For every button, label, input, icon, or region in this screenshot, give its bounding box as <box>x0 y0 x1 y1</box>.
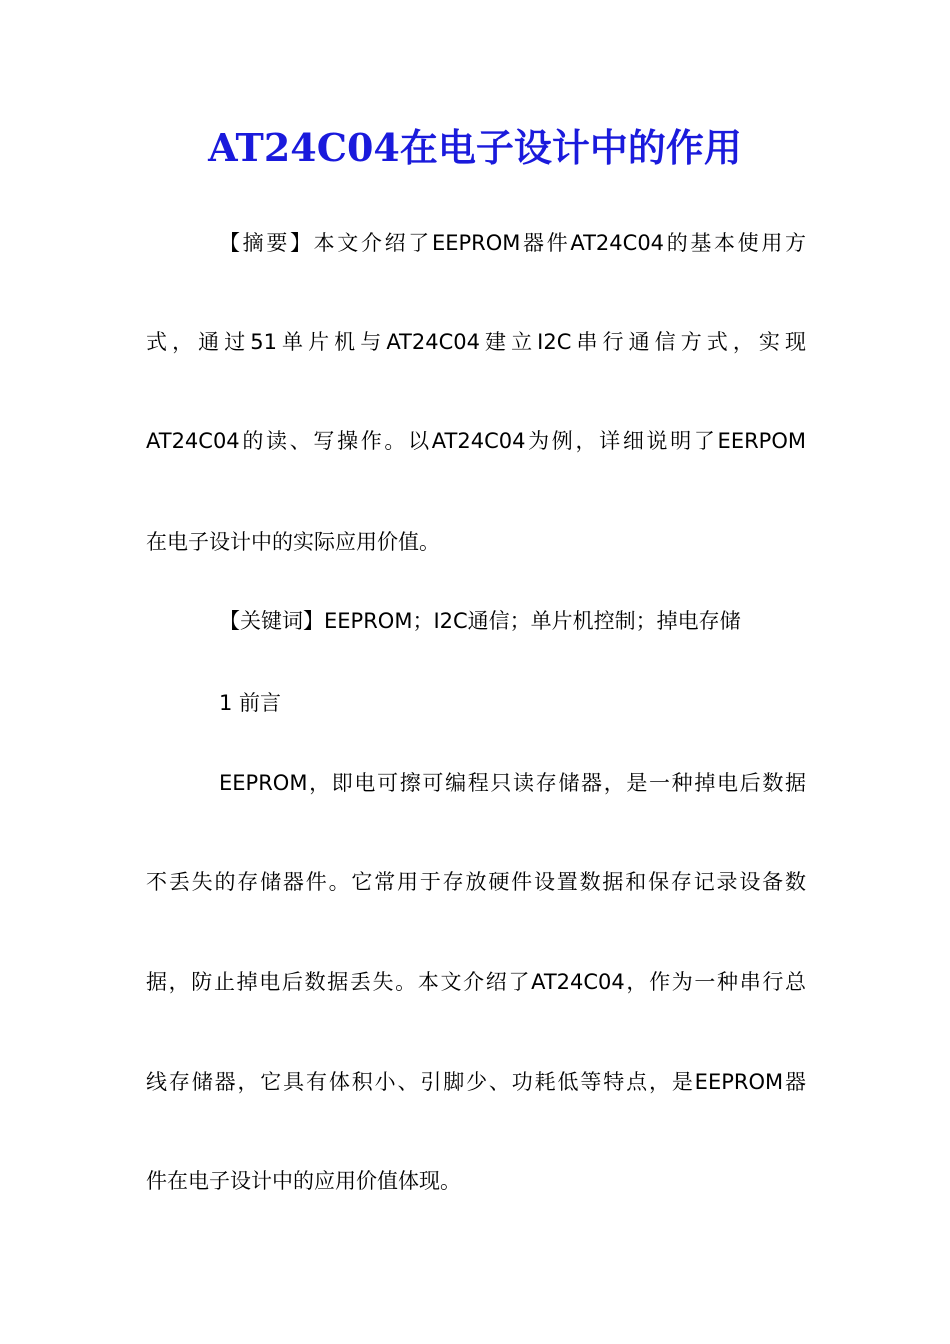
intro-paragraph-line-1-block <box>146 768 806 798</box>
abstract-paragraph <box>146 228 806 258</box>
document-title: AT24C04在电子设计中的作用 <box>208 125 742 170</box>
abstract-paragraph-line-4 <box>146 527 806 557</box>
intro-paragraph-line-3-block <box>146 967 806 997</box>
intro-line-4: 线存储器，它具有体积小、引脚少、功耗低等特点，是EEPROM器 <box>146 1070 806 1094</box>
intro-line-5: 件在电子设计中的应用价值体现。 <box>146 1169 461 1193</box>
abstract-paragraph-line-3 <box>146 426 806 456</box>
intro-line-2: 不丢失的存储器件。它常用于存放硬件设置数据和保存记录设备数 <box>146 870 806 894</box>
intro-paragraph-line-4-block <box>146 1067 806 1097</box>
section-heading-block <box>146 688 806 718</box>
abstract-line-4: 在电子设计中的实际应用价值。 <box>146 530 440 554</box>
intro-paragraph-line-5-block <box>146 1166 806 1196</box>
abstract-line-1: 【摘要】本文介绍了EEPROM器件AT24C04的基本使用方 <box>219 231 806 255</box>
intro-line-3: 据，防止掉电后数据丢失。本文介绍了AT24C04，作为一种串行总 <box>146 970 806 994</box>
intro-paragraph-line-2-block <box>146 867 806 897</box>
abstract-line-2: 式，通过51单片机与AT24C04建立I2C串行通信方式，实现 <box>146 330 806 354</box>
intro-line-1: EEPROM，即电可擦可编程只读存储器，是一种掉电后数据 <box>219 771 806 795</box>
abstract-paragraph-line-2 <box>146 327 806 357</box>
section-heading: 1 前言 <box>219 691 282 715</box>
keywords-paragraph <box>146 606 806 636</box>
abstract-line-3: AT24C04的读、写操作。以AT24C04为例，详细说明了EERPOM <box>146 429 806 453</box>
keywords-line: 【关键词】EEPROM；I2C通信；单片机控制；掉电存储 <box>219 609 741 633</box>
